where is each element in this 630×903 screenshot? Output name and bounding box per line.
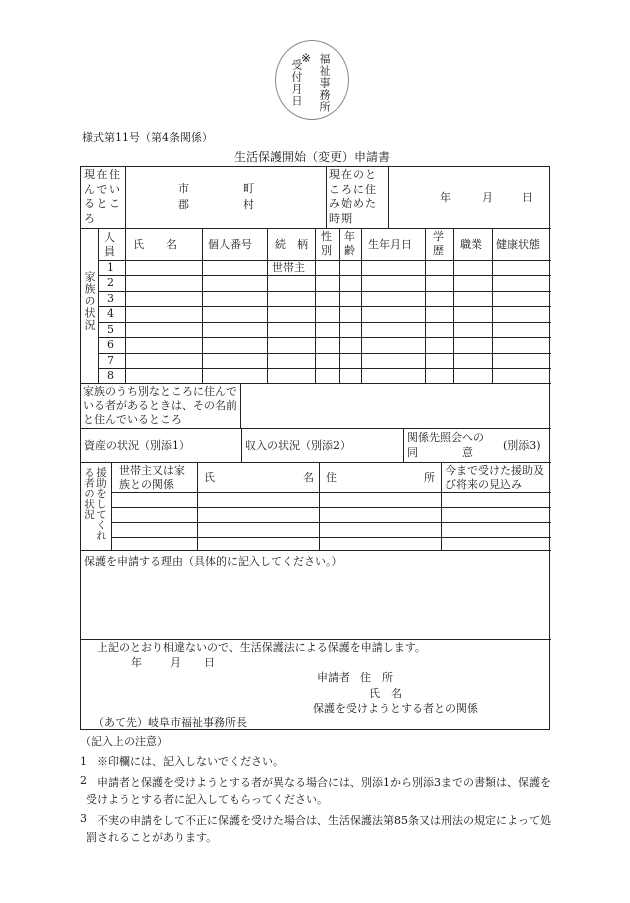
notes-heading: （記入上の注意）: [80, 735, 168, 748]
note-number: 1: [80, 755, 87, 768]
table-row[interactable]: [99, 261, 551, 275]
applicant-relationship-label: 保護を受けようとする者との関係: [313, 702, 478, 715]
since-label: 現在のところに住み始めた時期: [329, 168, 377, 225]
row-number: 2: [107, 276, 114, 289]
city-label: 市: [178, 182, 189, 195]
declaration-year: 年: [131, 656, 142, 669]
row-number: 3: [107, 292, 114, 305]
table-row[interactable]: [99, 323, 551, 337]
note-text: ※印欄には、記入しないでください。: [97, 755, 284, 768]
supporter-address-header: 住: [326, 471, 337, 484]
supporter-history-header: 今まで受けた援助及び将来の見込み: [445, 464, 544, 491]
since-date-field[interactable]: [389, 168, 549, 227]
table-row[interactable]: [99, 292, 551, 306]
note-text: 申請者と保護を受けようとする者が異なる場合には、別添1から別添3までの書類は、保護を受けようとする者に記入してもらってください。: [86, 776, 551, 806]
header-name: 氏 名: [133, 238, 177, 251]
application-form: [80, 166, 550, 730]
note-number: 2: [80, 774, 87, 787]
row-number: 7: [107, 354, 114, 367]
applicant-name-field[interactable]: [399, 686, 547, 701]
table-row[interactable]: [112, 538, 551, 550]
header-number: 人員: [104, 231, 115, 258]
row-number: 5: [107, 323, 114, 336]
row-number: 4: [107, 307, 114, 320]
separate-residence-field[interactable]: [241, 384, 550, 427]
header-birth: 生年月日: [368, 238, 412, 251]
row-relation: 世帯主: [272, 261, 305, 274]
table-row[interactable]: [99, 354, 551, 368]
separate-residence-label: 家族のうち別なところに住んでいる者があるときは、その名前と住んでいるところ: [83, 385, 237, 426]
header-age: 年齢: [344, 230, 355, 257]
family-section-label: 家族の状況: [83, 271, 96, 331]
village-label: 村: [243, 198, 254, 211]
table-row[interactable]: [112, 523, 551, 537]
applicant-address-label: 住 所: [360, 671, 393, 684]
since-month-label: 月: [482, 191, 493, 204]
supporter-address-header-2: 所: [424, 471, 435, 484]
declaration-day: 日: [204, 656, 215, 669]
declaration-statement: 上記のとおり相違ないので、生活保護法による保護を申請します。: [97, 641, 426, 654]
since-day-label: 日: [522, 191, 533, 204]
applicant-name-label: 氏 名: [369, 687, 402, 700]
form-number: 様式第11号（第4条関係）: [82, 131, 213, 144]
row-number: 6: [107, 338, 114, 351]
table-row[interactable]: [99, 276, 551, 291]
consent-attachment: (別添3): [503, 439, 541, 452]
since-year-label: 年: [440, 191, 451, 204]
declaration-month: 月: [170, 656, 181, 669]
reason-label: 保護を申請する理由（具体的に記入してください。）: [84, 555, 343, 568]
stamp-office-label: 福祉事務所: [318, 53, 331, 113]
row-number: 1: [107, 261, 114, 274]
header-sex: 性別: [321, 230, 332, 257]
supporter-relation-header: 世帯主又は家族との関係: [119, 464, 185, 491]
row-number: 8: [107, 369, 114, 382]
residence-field[interactable]: [126, 168, 325, 227]
note-number: 3: [80, 812, 87, 825]
table-row[interactable]: [99, 307, 551, 322]
table-row[interactable]: [99, 338, 551, 353]
applicant-label: 申請者: [317, 671, 350, 684]
table-row[interactable]: [112, 493, 551, 507]
stamp-mark: ※: [301, 51, 312, 65]
header-education: 学歴: [433, 230, 444, 257]
header-id: 個人番号: [208, 238, 252, 251]
header-health: 健康状態: [496, 238, 540, 251]
table-row[interactable]: [99, 369, 551, 383]
assets-status-label: 資産の状況（別添1）: [84, 439, 190, 452]
header-job: 職業: [460, 238, 482, 251]
stamp-received-label: 受付月日: [290, 59, 303, 107]
supporters-section-label: 援助をしてくれる者の状況: [83, 467, 107, 541]
income-status-label: 収入の状況（別添2）: [245, 439, 351, 452]
supporter-name-header-2: 名: [303, 471, 314, 484]
reception-stamp: [275, 40, 349, 120]
table-row[interactable]: [112, 508, 551, 522]
consent-label-2: 同 意: [407, 446, 473, 459]
header-relation: 続 柄: [275, 238, 308, 251]
note-text: 不実の申請をして不正に保護を受けた場合は、生活保護法第85条又は刑法の規定によって処罰されることがあります。: [86, 814, 551, 844]
consent-label: 関係先照会への: [407, 431, 484, 444]
form-title: 生活保護開始（変更）申請書: [234, 150, 391, 164]
applicant-address-field[interactable]: [399, 670, 547, 685]
residence-label: 現在住んでいるところ: [84, 168, 122, 225]
county-label: 郡: [178, 198, 189, 211]
addressee: （あて先）岐阜市福祉事務所長: [93, 716, 247, 729]
town-label: 町: [243, 182, 254, 195]
supporter-name-header: 氏: [204, 471, 215, 484]
reason-field[interactable]: [82, 571, 550, 638]
